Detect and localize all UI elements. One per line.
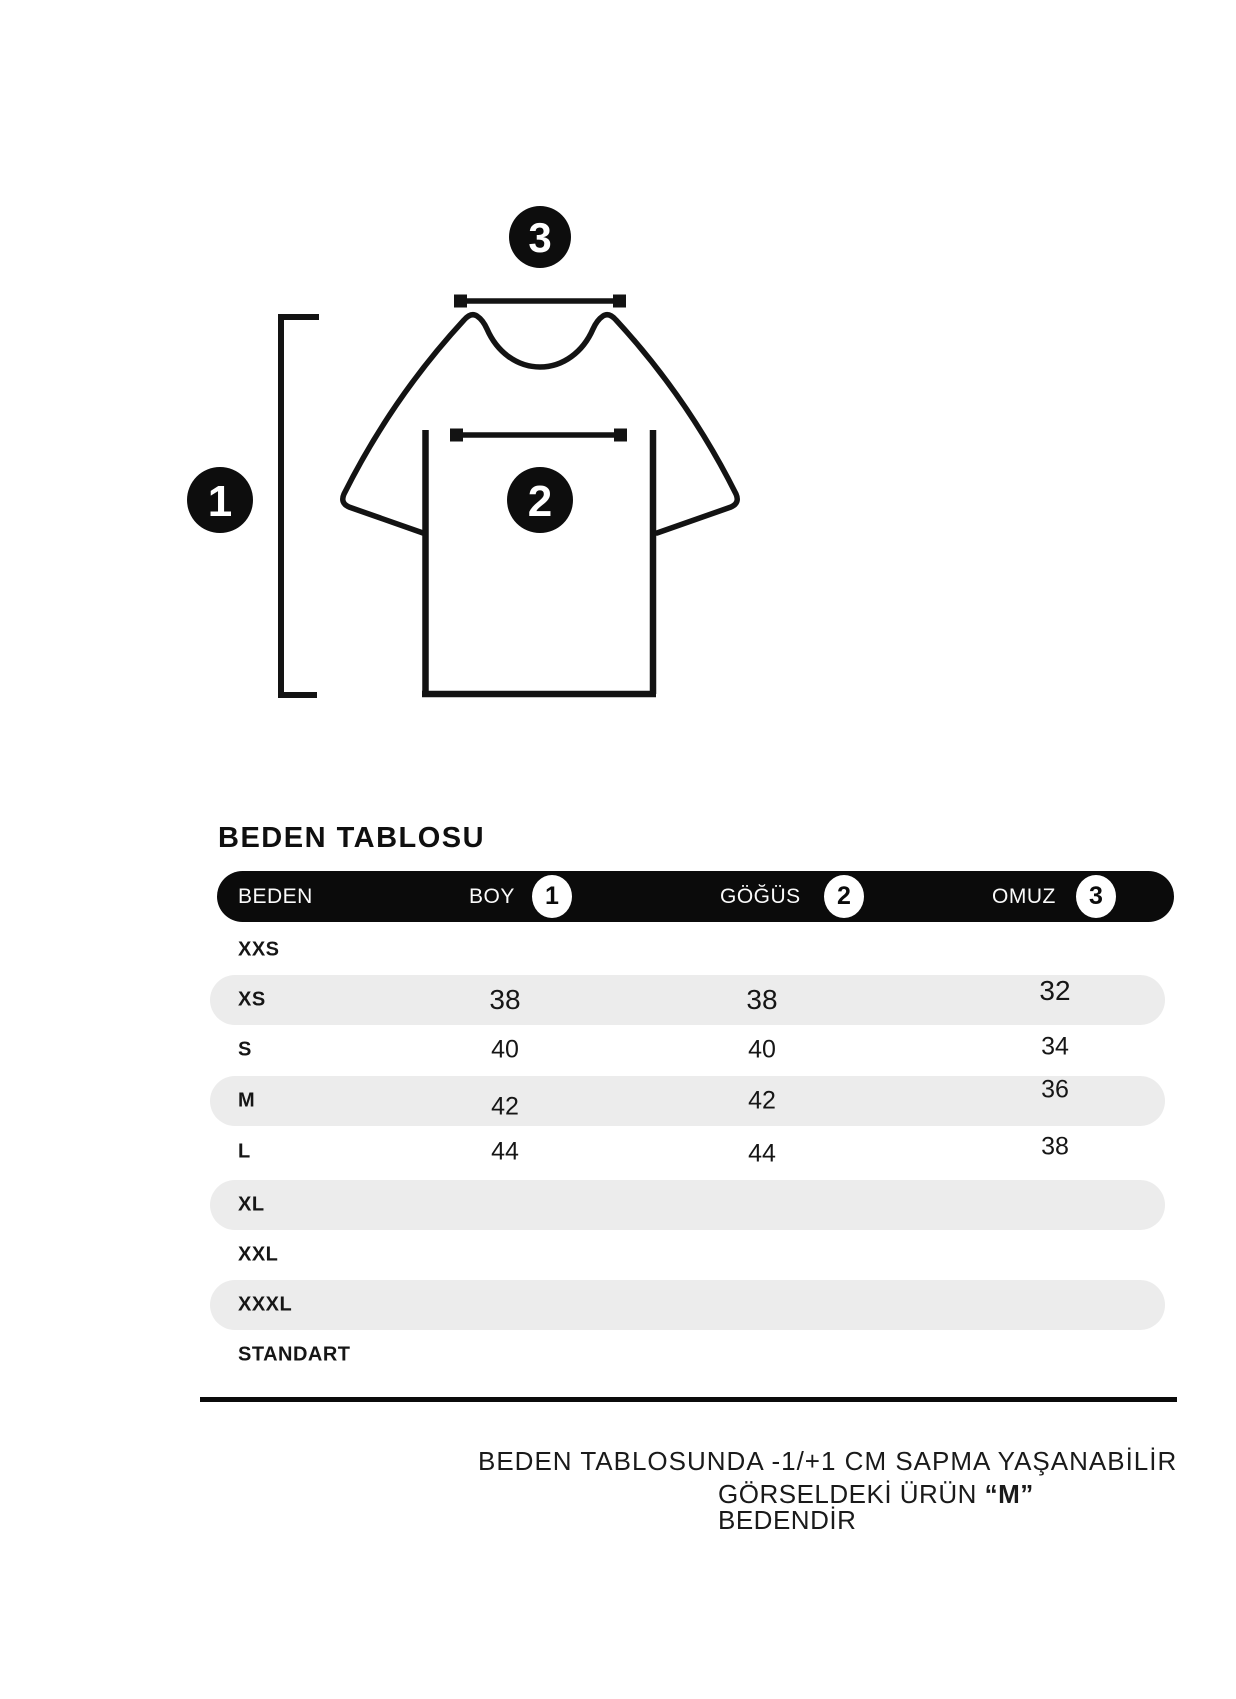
size-table-title: BEDEN TABLOSU: [218, 822, 486, 854]
table-row-s: [210, 1025, 1165, 1075]
header-shoulder-column: OMUZ: [992, 884, 1056, 908]
header-chest-column: GÖĞÜS: [720, 884, 801, 908]
table-row-l: [210, 1127, 1165, 1177]
chest-measure-endcap-left: [450, 429, 463, 442]
omuz-value: 32: [1039, 975, 1071, 1006]
deviation-note: BEDEN TABLOSUNDA -1/+1 CM SAPMA YAŞANABİLİR: [478, 1446, 1178, 1476]
header-chest-marker-badge: 2: [824, 875, 864, 918]
boy-value: 38: [489, 984, 521, 1015]
size-label: XXL: [238, 1243, 279, 1266]
size-table-header: [217, 871, 1174, 922]
size-label: XXS: [238, 938, 280, 961]
marker-number-length: 1: [207, 477, 233, 526]
length-bracket: [281, 317, 316, 695]
gogus-value: 38: [746, 984, 778, 1015]
table-row-xxxl: [210, 1280, 1165, 1330]
table-row-m: [210, 1076, 1165, 1126]
table-row-xs: [210, 975, 1165, 1025]
model-size-note-suffix: BEDENDİR: [718, 1505, 857, 1535]
gogus-value: 42: [748, 1086, 776, 1115]
header-length-marker-badge: 1: [532, 875, 572, 918]
table-row-xxl: [210, 1230, 1165, 1280]
tshirt-measurement-diagram: [150, 180, 790, 710]
boy-value: 42: [491, 1092, 519, 1121]
table-row-standart: [210, 1330, 1165, 1380]
model-size-note-prefix: GÖRSELDEKİ ÜRÜN: [718, 1479, 985, 1509]
omuz-value: 38: [1041, 1132, 1069, 1161]
omuz-value: 36: [1041, 1075, 1069, 1104]
table-row-xxs: [210, 925, 1165, 975]
marker-number-shoulder: 3: [528, 214, 552, 261]
header-length-column: BOY: [469, 884, 515, 908]
model-size-value: “M”: [984, 1479, 1034, 1509]
marker-number-chest: 2: [527, 477, 553, 526]
size-label: M: [238, 1089, 256, 1112]
gogus-value: 40: [748, 1035, 776, 1064]
table-row-xl: [210, 1180, 1165, 1230]
boy-value: 40: [491, 1035, 519, 1064]
header-size-column: BEDEN: [238, 884, 313, 908]
size-label: XS: [238, 988, 266, 1011]
size-label: S: [238, 1038, 252, 1061]
table-bottom-rule: [200, 1397, 1177, 1402]
shoulder-measure-endcap-right: [613, 295, 626, 308]
size-label: XL: [238, 1193, 265, 1216]
size-label: L: [238, 1140, 251, 1163]
chest-measure-endcap-right: [614, 429, 627, 442]
boy-value: 44: [491, 1137, 519, 1166]
omuz-value: 34: [1041, 1032, 1069, 1061]
size-label: XXXL: [238, 1293, 293, 1316]
header-shoulder-marker-badge: 3: [1076, 875, 1116, 918]
size-label: STANDART: [238, 1343, 351, 1366]
shoulder-measure-endcap-left: [454, 295, 467, 308]
gogus-value: 44: [748, 1139, 776, 1168]
